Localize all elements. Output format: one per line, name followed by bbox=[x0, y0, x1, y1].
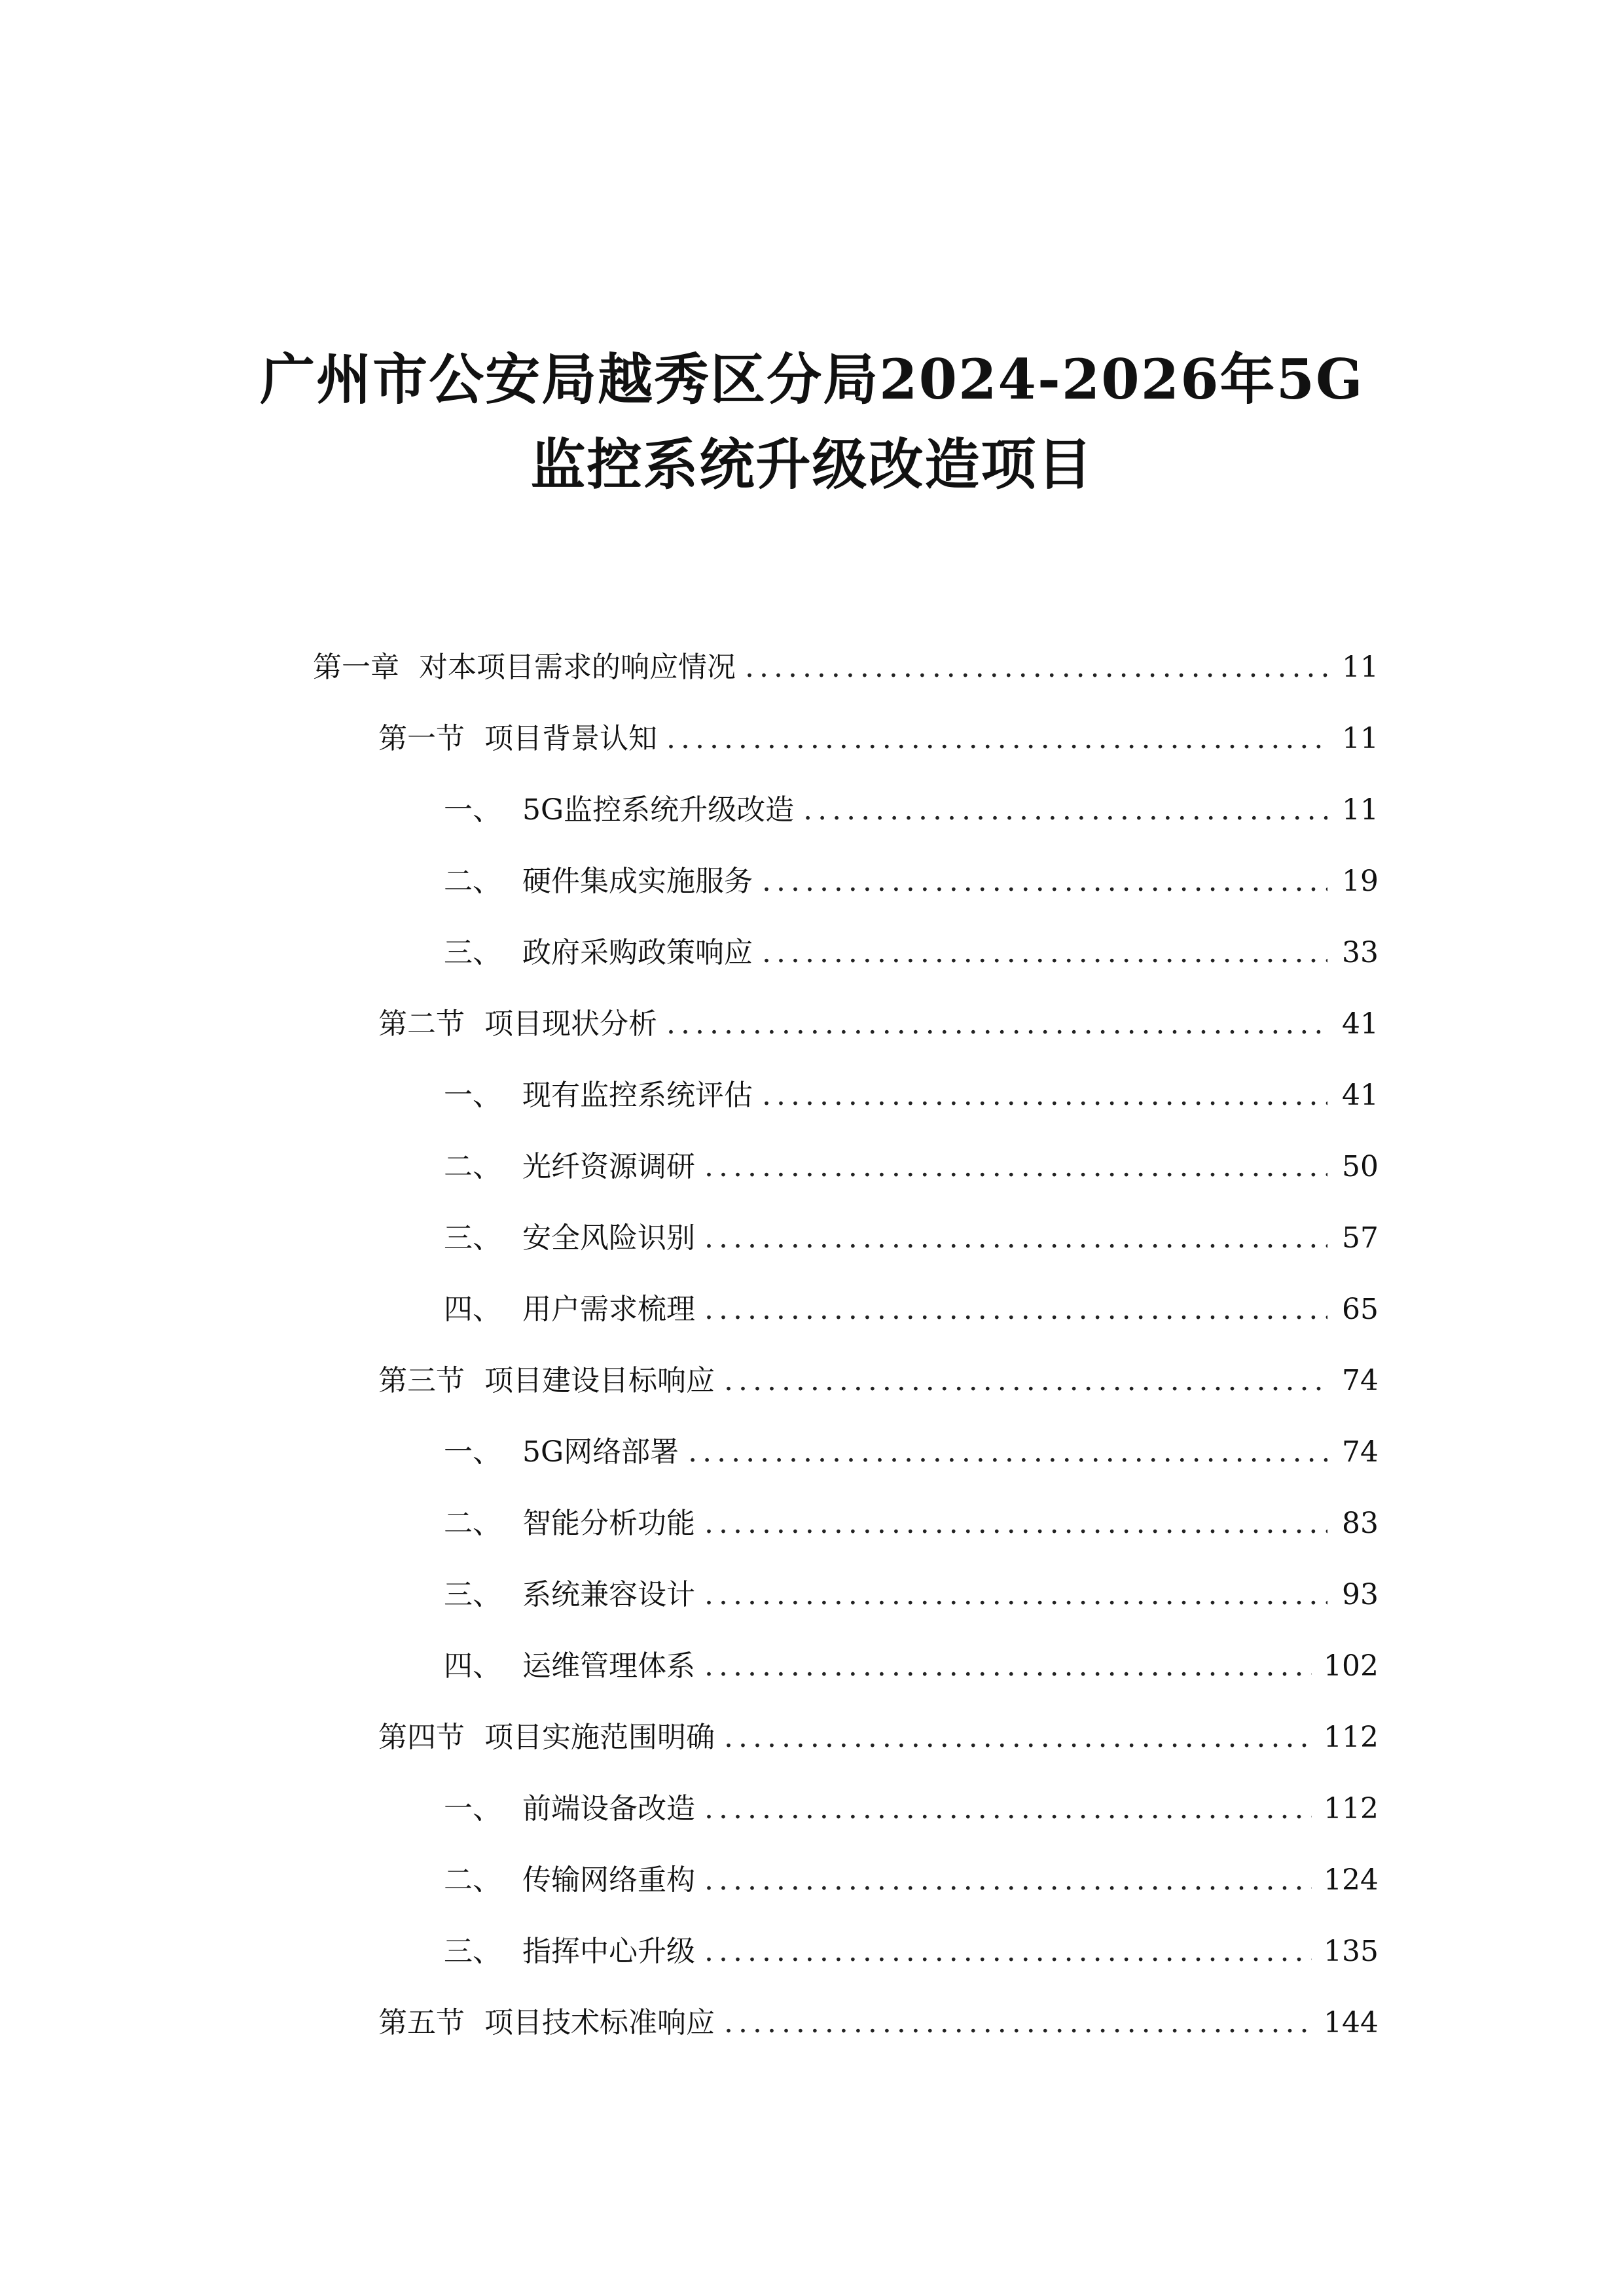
toc-number: 第三节 bbox=[378, 1364, 465, 1397]
toc-entry-item[interactable] bbox=[444, 1643, 1379, 1689]
toc-page-number: 41 bbox=[1342, 1079, 1379, 1112]
toc-entry-item[interactable] bbox=[444, 787, 1379, 833]
toc-entry-item[interactable] bbox=[444, 859, 1379, 905]
toc-label: 项目技术标准响应 bbox=[484, 2006, 715, 2039]
toc-number: 一、 bbox=[444, 793, 501, 827]
toc-label: 5G网络部署 bbox=[522, 1435, 679, 1469]
toc-number: 一、 bbox=[444, 1792, 501, 1825]
toc-page-number: 33 bbox=[1342, 936, 1379, 969]
toc-page-number: 74 bbox=[1342, 1364, 1379, 1397]
toc-number: 第一章 bbox=[313, 651, 399, 684]
toc-entry-item[interactable] bbox=[444, 1501, 1379, 1547]
toc-leader-dots bbox=[704, 1643, 1312, 1689]
toc-leader-dots bbox=[666, 716, 1327, 762]
toc-page-number: 74 bbox=[1342, 1435, 1379, 1469]
toc-number: 三、 bbox=[444, 1935, 501, 1968]
toc-leader-dots bbox=[724, 2000, 1312, 2046]
toc-number: 第一节 bbox=[378, 722, 465, 755]
toc-leader-dots bbox=[666, 1001, 1327, 1047]
toc-leader-dots bbox=[704, 1786, 1312, 1832]
toc-label: 传输网络重构 bbox=[522, 1863, 695, 1897]
toc-label: 现有监控系统评估 bbox=[522, 1079, 753, 1112]
toc-label: 政府采购政策响应 bbox=[522, 936, 753, 969]
toc-page-number: 11 bbox=[1342, 651, 1379, 684]
toc-page-number: 112 bbox=[1324, 1721, 1379, 1754]
toc-page-number: 11 bbox=[1342, 793, 1379, 827]
toc-label: 项目背景认知 bbox=[484, 722, 657, 755]
toc-leader-dots bbox=[762, 859, 1327, 905]
toc-number: 三、 bbox=[444, 1578, 501, 1611]
toc-number: 四、 bbox=[444, 1293, 501, 1326]
toc-number: 第五节 bbox=[378, 2006, 465, 2039]
toc-label: 项目建设目标响应 bbox=[484, 1364, 715, 1397]
toc-entry-item[interactable] bbox=[444, 1572, 1379, 1618]
toc-number: 二、 bbox=[444, 1863, 501, 1897]
toc-entry-item[interactable] bbox=[444, 1929, 1379, 1975]
toc-number: 一、 bbox=[444, 1079, 501, 1112]
toc-leader-dots bbox=[724, 1715, 1312, 1761]
toc-label: 用户需求梳理 bbox=[522, 1293, 695, 1326]
toc-leader-dots bbox=[704, 1501, 1327, 1547]
toc-entry-section-4[interactable] bbox=[378, 1715, 1379, 1761]
toc-number: 四、 bbox=[444, 1649, 501, 1683]
toc-leader-dots bbox=[704, 1287, 1327, 1333]
toc-entry-item[interactable] bbox=[444, 1073, 1379, 1119]
toc-leader-dots bbox=[803, 787, 1327, 833]
toc-entry-item[interactable] bbox=[444, 1215, 1379, 1261]
toc-entry-item[interactable] bbox=[444, 1287, 1379, 1333]
toc-number: 二、 bbox=[444, 1150, 501, 1183]
toc-label: 指挥中心升级 bbox=[522, 1935, 695, 1968]
toc-page-number: 93 bbox=[1342, 1578, 1379, 1611]
toc-number: 三、 bbox=[444, 1221, 501, 1255]
toc-entry-chapter-1[interactable] bbox=[313, 645, 1379, 691]
toc-leader-dots bbox=[704, 1144, 1327, 1190]
toc-number: 一、 bbox=[444, 1435, 501, 1469]
toc-label: 系统兼容设计 bbox=[522, 1578, 695, 1611]
toc-leader-dots bbox=[724, 1358, 1327, 1404]
toc-leader-dots bbox=[688, 1429, 1327, 1475]
toc-leader-dots bbox=[704, 1215, 1327, 1261]
toc-page-number: 57 bbox=[1342, 1221, 1379, 1255]
toc-entry-item[interactable] bbox=[444, 930, 1379, 976]
toc-label: 项目现状分析 bbox=[484, 1007, 657, 1041]
toc-number: 三、 bbox=[444, 936, 501, 969]
toc-leader-dots bbox=[704, 1572, 1327, 1618]
toc-page-number: 41 bbox=[1342, 1007, 1379, 1041]
toc-number: 二、 bbox=[444, 865, 501, 898]
toc-page-number: 135 bbox=[1324, 1935, 1379, 1968]
toc-entry-section-5[interactable] bbox=[378, 2000, 1379, 2046]
document-title-line-1: 广州市公安局越秀区分局2024-2026年5G bbox=[260, 347, 1364, 412]
document-title-line-2: 监控系统升级改造项目 bbox=[530, 432, 1094, 497]
toc-entry-item[interactable] bbox=[444, 1857, 1379, 1903]
toc-page-number: 65 bbox=[1342, 1293, 1379, 1326]
toc-label: 对本项目需求的响应情况 bbox=[419, 651, 736, 684]
toc-entry-section-1[interactable] bbox=[378, 716, 1379, 762]
toc-number: 二、 bbox=[444, 1507, 501, 1540]
toc-page-number: 144 bbox=[1324, 2006, 1379, 2039]
toc-leader-dots bbox=[745, 645, 1327, 691]
toc-label: 项目实施范围明确 bbox=[484, 1721, 715, 1754]
toc-page-number: 19 bbox=[1342, 865, 1379, 898]
toc-entry-section-3[interactable] bbox=[378, 1358, 1379, 1404]
toc-entry-item[interactable] bbox=[444, 1144, 1379, 1190]
toc-page-number: 50 bbox=[1342, 1150, 1379, 1183]
toc-page-number: 112 bbox=[1324, 1792, 1379, 1825]
toc-label: 安全风险识别 bbox=[522, 1221, 695, 1255]
toc-label: 5G监控系统升级改造 bbox=[522, 793, 795, 827]
toc-label: 硬件集成实施服务 bbox=[522, 865, 753, 898]
toc-leader-dots bbox=[762, 1073, 1327, 1119]
toc-leader-dots bbox=[762, 930, 1327, 976]
toc-label: 运维管理体系 bbox=[522, 1649, 695, 1683]
toc-label: 光纤资源调研 bbox=[522, 1150, 695, 1183]
toc-page-number: 11 bbox=[1342, 722, 1379, 755]
toc-number: 第四节 bbox=[378, 1721, 465, 1754]
toc-entry-item[interactable] bbox=[444, 1429, 1379, 1475]
toc-label: 智能分析功能 bbox=[522, 1507, 695, 1540]
toc-page-number: 83 bbox=[1342, 1507, 1379, 1540]
toc-page-number: 102 bbox=[1324, 1649, 1379, 1683]
toc-leader-dots bbox=[704, 1929, 1312, 1975]
toc-entry-section-2[interactable] bbox=[378, 1001, 1379, 1047]
toc-number: 第二节 bbox=[378, 1007, 465, 1041]
toc-label: 前端设备改造 bbox=[522, 1792, 695, 1825]
toc-page-number: 124 bbox=[1324, 1863, 1379, 1897]
toc-leader-dots bbox=[704, 1857, 1312, 1903]
toc-entry-item[interactable] bbox=[444, 1786, 1379, 1832]
